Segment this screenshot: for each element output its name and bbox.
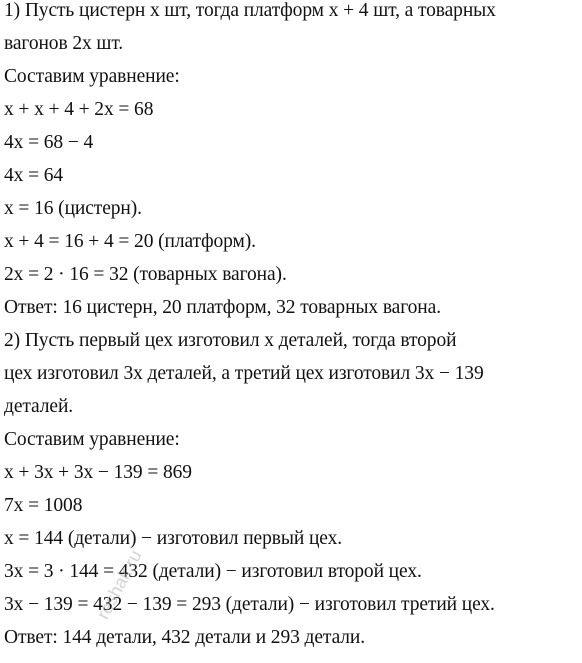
equation-line: x = 16 (цистерн). — [4, 198, 142, 219]
equation-line: 7x = 1008 — [4, 495, 83, 516]
equation-line: 3x = 3 · 144 = 432 (детали) − изготовил второй цех. — [4, 561, 422, 582]
equation-line: 4x = 68 − 4 — [4, 132, 94, 153]
equation-line: 3x − 139 = 432 − 139 = 293 (детали) − изготовил третий цех. — [4, 594, 495, 615]
text-line: цех изготовил 3x деталей, а третий цех изготовил 3x − 139 — [4, 363, 484, 384]
text-line: Составим уравнение: — [4, 429, 180, 450]
text-line: деталей. — [4, 396, 74, 417]
equation-line: x + x + 4 + 2x = 68 — [4, 99, 154, 120]
equation-line: x + 3x + 3x − 139 = 869 — [4, 462, 192, 483]
equation-line: x + 4 = 16 + 4 = 20 (платформ). — [4, 231, 256, 252]
equation-line: x = 144 (детали) − изготовил первый цех. — [4, 528, 343, 549]
equation-line: 4x = 64 — [4, 165, 64, 186]
text-line: 1) Пусть цистерн x шт, тогда платформ x + 4 шт, а товарных — [4, 0, 496, 21]
text-line: вагонов 2x шт. — [4, 33, 124, 54]
answer-line: Ответ: 144 детали, 432 детали и 293 детали. — [4, 627, 366, 648]
text-line: 2) Пусть первый цех изготовил x деталей, тогда второй — [4, 330, 457, 351]
watermark-text: reshak.ru — [92, 546, 146, 623]
text-line: Составим уравнение: — [4, 66, 180, 87]
watermark-logo — [75, 540, 165, 630]
answer-line: Ответ: 16 цистерн, 20 платформ, 32 товарных вагона. — [4, 297, 441, 318]
equation-line: 2x = 2 · 16 = 32 (товарных вагона). — [4, 264, 287, 285]
